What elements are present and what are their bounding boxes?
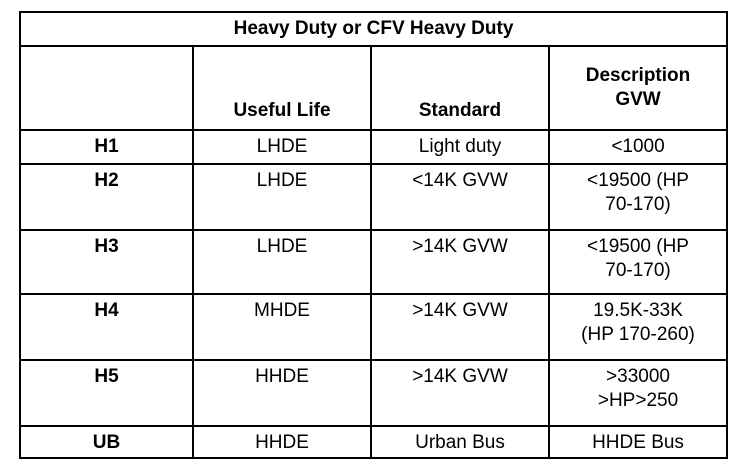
row-description-line1: HHDE Bus [592,432,684,453]
row-useful-life: LHDE [193,230,371,294]
row-standard: >14K GVW [371,294,549,360]
row-description-line2: 70-170) [605,194,671,215]
row-standard: Urban Bus [371,426,549,458]
table-row [20,360,727,426]
header-standard: Standard [371,46,549,130]
row-description [549,164,727,230]
row-description-line2: (HP 170-260) [581,324,695,345]
row-useful-life: LHDE [193,164,371,230]
row-description-line2: 70-170) [605,260,671,281]
row-description-line1: <19500 (HP [587,170,689,191]
row-description-line1: 19.5K-33K [593,300,683,321]
heavy-duty-table [19,11,728,459]
row-description-line2: >HP>250 [597,390,679,411]
row-description [549,360,727,426]
header-description-line2: GVW [615,89,661,110]
table-row [20,164,727,230]
row-class: UB [20,426,193,458]
row-class: H2 [20,164,193,230]
row-description-line1: <1000 [611,136,665,157]
table-row [20,294,727,360]
row-standard: >14K GVW [371,230,549,294]
row-description [549,230,727,294]
header-useful-life: Useful Life [193,46,371,130]
table-row [20,426,727,458]
row-useful-life: HHDE [193,360,371,426]
row-description [549,426,727,458]
table-row [20,130,727,164]
row-standard: <14K GVW [371,164,549,230]
row-useful-life: MHDE [193,294,371,360]
header-description [549,46,727,130]
row-description-line1: >33000 [606,366,670,387]
table-row [20,230,727,294]
row-useful-life: HHDE [193,426,371,458]
row-class: H5 [20,360,193,426]
header-description-line1: Description [585,65,691,86]
row-class: H1 [20,130,193,164]
row-class: H3 [20,230,193,294]
row-standard: Light duty [371,130,549,164]
row-standard: >14K GVW [371,360,549,426]
header-class [20,46,193,130]
row-description [549,130,727,164]
row-class: H4 [20,294,193,360]
table-title: Heavy Duty or CFV Heavy Duty [20,12,727,46]
row-description [549,294,727,360]
row-useful-life: LHDE [193,130,371,164]
row-description-line1: <19500 (HP [587,236,689,257]
header-row [20,46,727,130]
